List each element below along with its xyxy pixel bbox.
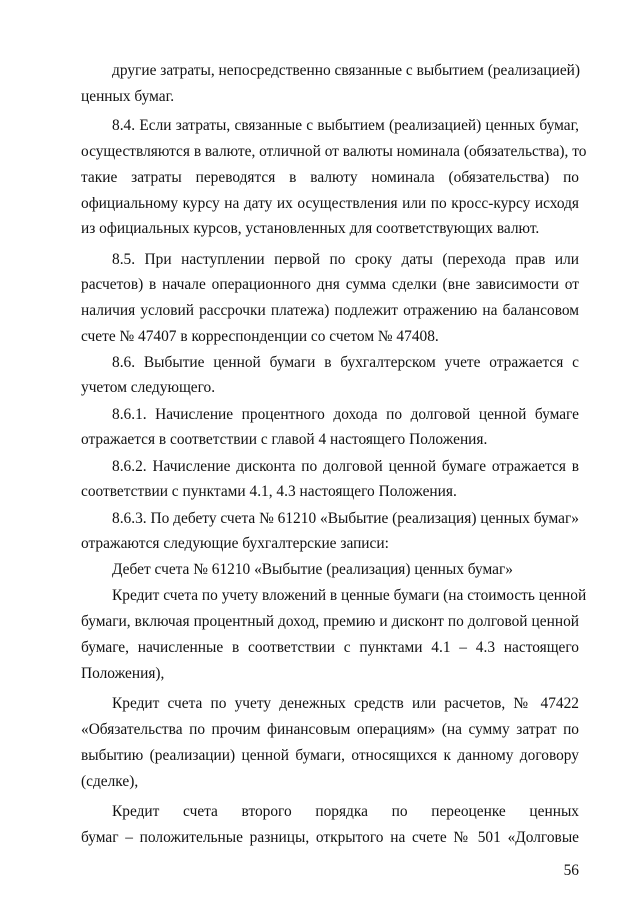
text-line: (сделке),: [81, 773, 139, 790]
paragraph-8-5: 8.5. При наступлении первой по сроку даты (перехода прав или: [112, 251, 579, 268]
text-line: такие затраты переводятся в валюту номинала (обязательства) по: [81, 169, 579, 186]
text-line: наличия условий рассрочки платежа) подлежит отражению на балансовом: [81, 302, 579, 319]
text-line: из официальных курсов, установленных для соответствующих валют.: [81, 220, 540, 237]
text-line: отражаются следующие бухгалтерские записи:: [81, 535, 389, 552]
text-line: учетом следующего.: [81, 379, 216, 396]
page-number: 56: [563, 862, 579, 879]
paragraph-8-6-1: 8.6.1. Начисление процентного дохода по долговой ценной бумаге: [112, 406, 579, 423]
text-line: другие затраты, непосредственно связанные с выбытием (реализацией): [112, 62, 581, 79]
text-line: соответствии с пунктами 4.1, 4.3 настоящего Положения.: [81, 483, 457, 500]
credit-entry-2: Кредит счета по учету денежных средств или расчетов, № 47422: [112, 695, 579, 712]
text-line: бумаге, начисленные в соответствии с пунктами 4.1 – 4.3 настоящего: [81, 639, 579, 656]
text-line: «Обязательства по прочим финансовым операциям» (на сумму затрат по: [81, 721, 579, 738]
paragraph-8-4: 8.4. Если затраты, связанные с выбытием (реализацией) ценных бумаг,: [112, 117, 579, 134]
text-line: счете № 47407 в корреспонденции со счетом № 47408.: [81, 328, 439, 345]
text-line: ценных бумаг.: [81, 88, 175, 105]
text-line: официальному курсу на дату их осуществления или по кросс-курсу исходя: [81, 195, 579, 212]
text-line: отражается в соответствии с главой 4 настоящего Положения.: [81, 431, 488, 448]
text-line: Положения),: [81, 665, 165, 682]
paragraph-8-6: 8.6. Выбытие ценной бумаги в бухгалтерском учете отражается с: [112, 354, 579, 371]
text-line: выбытию (реализации) ценной бумаги, относящихся к данному договору: [81, 747, 579, 764]
text-line: расчетов) в начале операционного дня сумма сделки (вне зависимости от: [81, 276, 579, 293]
text-line: бумаги, включая процентный доход, премию и дисконт по долговой ценной: [81, 613, 579, 630]
debit-entry: Дебет счета № 61210 «Выбытие (реализация) ценных бумаг»: [112, 561, 513, 578]
text-line: осуществляются в валюте, отличной от валюты номинала (обязательства), то: [81, 143, 587, 160]
paragraph-8-6-2: 8.6.2. Начисление дисконта по долговой ценной бумаге отражается в: [112, 458, 579, 475]
paragraph-8-6-3: 8.6.3. По дебету счета № 61210 «Выбытие (реализация) ценных бумаг»: [112, 510, 579, 527]
credit-entry-3: Кредит счета второго порядка по переоценке ценных: [112, 803, 579, 820]
credit-entry-1: Кредит счета по учету вложений в ценные бумаги (на стоимость ценной: [112, 587, 587, 604]
text-line: бумаг – положительные разницы, открытого на счете № 501 «Долговые: [81, 829, 579, 846]
